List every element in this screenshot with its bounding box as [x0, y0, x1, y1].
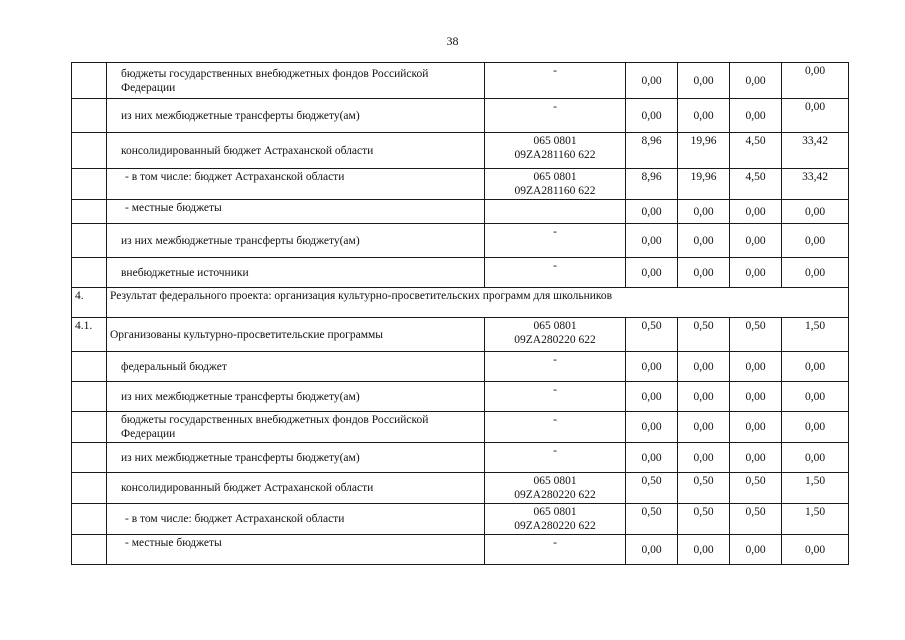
amount-cell: 0,00 — [678, 99, 730, 133]
amount-cell: 0,00 — [730, 412, 782, 443]
amount-cell: 0,00 — [678, 352, 730, 382]
amount-cell: 0,00 — [782, 412, 849, 443]
row-number-cell — [72, 352, 107, 382]
amount-cell: 0,00 — [678, 258, 730, 288]
amount-cell: 0,50 — [626, 318, 678, 352]
amount-cell: 0,00 — [626, 258, 678, 288]
amount-cell: 0,00 — [782, 63, 849, 99]
amount-cell: 0,00 — [626, 200, 678, 224]
amount-cell: 0,00 — [730, 258, 782, 288]
table-row — [72, 200, 849, 224]
budget-source-cell: консолидированный бюджет Астраханской области — [107, 473, 485, 504]
budget-source-cell: Организованы культурно-просветительские программы — [107, 318, 485, 352]
budget-source-cell: - в том числе: бюджет Астраханской области — [107, 169, 485, 200]
table-row — [72, 63, 849, 99]
row-number-cell — [72, 535, 107, 565]
row-number-cell — [72, 473, 107, 504]
amount-cell: 0,00 — [678, 382, 730, 412]
table-row — [72, 504, 849, 535]
budget-code-cell: - — [485, 63, 626, 99]
budget-code-cell: - — [485, 224, 626, 258]
amount-cell: 0,00 — [626, 535, 678, 565]
budget-code-cell: - — [485, 443, 626, 473]
row-number-cell — [72, 382, 107, 412]
amount-cell: 0,00 — [678, 535, 730, 565]
table-row — [72, 288, 849, 318]
row-number-cell — [72, 63, 107, 99]
budget-source-cell: - местные бюджеты — [107, 535, 485, 565]
row-number-cell — [72, 412, 107, 443]
row-number-cell — [72, 169, 107, 200]
budget-code-cell: - — [485, 535, 626, 565]
table-row — [72, 224, 849, 258]
amount-cell: 8,96 — [626, 169, 678, 200]
amount-cell: 0,50 — [730, 504, 782, 535]
budget-code-cell: 065 0801 09ZA280220 622 — [485, 504, 626, 535]
amount-cell: 0,00 — [626, 443, 678, 473]
amount-cell: 0,50 — [678, 473, 730, 504]
budget-code-cell: 065 0801 09ZA281160 622 — [485, 133, 626, 169]
budget-code-cell: 065 0801 09ZA281160 622 — [485, 169, 626, 200]
amount-cell: 19,96 — [678, 169, 730, 200]
amount-cell: 1,50 — [782, 473, 849, 504]
amount-cell: 0,50 — [626, 504, 678, 535]
amount-cell: 0,00 — [626, 224, 678, 258]
table-row — [72, 443, 849, 473]
table-row — [72, 382, 849, 412]
row-number-cell: 4.1. — [72, 318, 107, 352]
amount-cell: 0,50 — [678, 504, 730, 535]
amount-cell: 0,00 — [782, 382, 849, 412]
amount-cell: 4,50 — [730, 133, 782, 169]
section-title-cell: Результат федерального проекта: организация культурно-просветительских программ для школьников — [107, 288, 849, 318]
budget-code-cell: 065 0801 09ZA280220 622 — [485, 473, 626, 504]
amount-cell: 0,00 — [782, 443, 849, 473]
row-number-cell — [72, 133, 107, 169]
amount-cell: 0,00 — [730, 382, 782, 412]
amount-cell: 0,00 — [782, 352, 849, 382]
amount-cell: 8,96 — [626, 133, 678, 169]
budget-source-cell: бюджеты государственных внебюджетных фондов Российской Федерации — [107, 412, 485, 443]
budget-code-cell: - — [485, 412, 626, 443]
table-row — [72, 99, 849, 133]
amount-cell: 0,50 — [730, 473, 782, 504]
budget-source-cell: консолидированный бюджет Астраханской области — [107, 133, 485, 169]
budget-source-cell: - местные бюджеты — [107, 200, 485, 224]
amount-cell: 0,00 — [730, 63, 782, 99]
amount-cell: 0,00 — [678, 443, 730, 473]
amount-cell: 0,00 — [730, 200, 782, 224]
amount-cell: 19,96 — [678, 133, 730, 169]
amount-cell: 0,00 — [730, 535, 782, 565]
budget-code-cell — [485, 200, 626, 224]
amount-cell: 0,00 — [626, 63, 678, 99]
table-row — [72, 412, 849, 443]
table-row — [72, 133, 849, 169]
budget-source-cell: - в том числе: бюджет Астраханской области — [107, 504, 485, 535]
table-row — [72, 169, 849, 200]
row-number-cell — [72, 504, 107, 535]
amount-cell: 0,00 — [626, 99, 678, 133]
table-row — [72, 352, 849, 382]
amount-cell: 0,00 — [730, 224, 782, 258]
amount-cell: 33,42 — [782, 133, 849, 169]
table-row — [72, 473, 849, 504]
budget-source-cell: внебюджетные источники — [107, 258, 485, 288]
row-number-cell — [72, 200, 107, 224]
amount-cell: 0,00 — [730, 443, 782, 473]
budget-source-cell: из них межбюджетные трансферты бюджету(ам) — [107, 443, 485, 473]
page-number: 38 — [446, 34, 459, 48]
amount-cell: 0,00 — [782, 200, 849, 224]
budget-table — [71, 62, 849, 565]
amount-cell: 0,50 — [730, 318, 782, 352]
table-row — [72, 318, 849, 352]
amount-cell: 0,00 — [782, 99, 849, 133]
budget-code-cell: 065 0801 09ZA280220 622 — [485, 318, 626, 352]
budget-source-cell: федеральный бюджет — [107, 352, 485, 382]
row-number-cell: 4. — [72, 288, 107, 318]
table-row — [72, 258, 849, 288]
amount-cell: 0,50 — [626, 473, 678, 504]
row-number-cell — [72, 99, 107, 133]
amount-cell: 33,42 — [782, 169, 849, 200]
amount-cell: 0,00 — [678, 412, 730, 443]
amount-cell: 0,00 — [626, 352, 678, 382]
amount-cell: 1,50 — [782, 504, 849, 535]
amount-cell: 0,00 — [678, 224, 730, 258]
budget-code-cell: - — [485, 352, 626, 382]
amount-cell: 0,00 — [678, 63, 730, 99]
amount-cell: 1,50 — [782, 318, 849, 352]
budget-code-cell: - — [485, 99, 626, 133]
row-number-cell — [72, 258, 107, 288]
budget-code-cell: - — [485, 258, 626, 288]
amount-cell: 0,00 — [730, 99, 782, 133]
budget-source-cell: из них межбюджетные трансферты бюджету(ам) — [107, 224, 485, 258]
amount-cell: 4,50 — [730, 169, 782, 200]
budget-code-cell: - — [485, 382, 626, 412]
budget-source-cell: из них межбюджетные трансферты бюджету(ам) — [107, 382, 485, 412]
row-number-cell — [72, 443, 107, 473]
budget-source-cell: бюджеты государственных внебюджетных фондов Российской Федерации — [107, 63, 485, 99]
table-row — [72, 535, 849, 565]
budget-source-cell: из них межбюджетные трансферты бюджету(ам) — [107, 99, 485, 133]
amount-cell: 0,00 — [730, 352, 782, 382]
amount-cell: 0,00 — [626, 382, 678, 412]
amount-cell: 0,00 — [782, 535, 849, 565]
amount-cell: 0,00 — [626, 412, 678, 443]
row-number-cell — [72, 224, 107, 258]
amount-cell: 0,50 — [678, 318, 730, 352]
amount-cell: 0,00 — [782, 258, 849, 288]
amount-cell: 0,00 — [782, 224, 849, 258]
amount-cell: 0,00 — [678, 200, 730, 224]
